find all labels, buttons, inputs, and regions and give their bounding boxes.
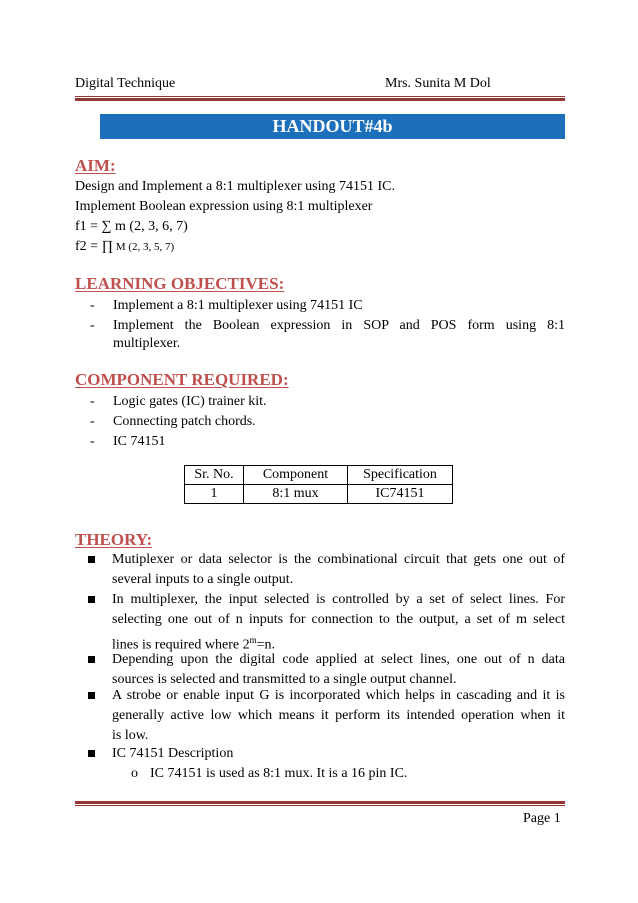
document-page: Digital Technique Mrs. Sunita M Dol HANDOUT#4b AIM: Design and Implement a 8:1 multiplexer using 74151 IC. Implement Boolean expression using 8:1 multiplexer f1 = ∑ m (2, 3, 6, 7) f2 = ∏ M (2, 3, 5, 7) LEARNING OBJECTIVES: - Implement a 8:1 multiplexer using 74151 IC - Implement the Boolean expression in SOP and POS form using 8:1 multiplexer. COMPONENT REQUIRED: - Logic gates (IC) trainer kit. - Connecting patch chords. - IC 74151 Sr. No. Component Specification 1 8:1 mux IC74151 THEORY: Mutiplexer or data selector is the combinational circuit that gets one out of several inputs to a single output. In multiplexer, the input selected is controlled by a set of select lines. For selecting one out of n inputs for connection to the output, a set of m select lines is required where $2^m=n$. Depending upon the digital code applied at select lines, one out of n data sources is selected and transmitted to a single output channel. A strobe or enable input G is incorporated which helps in cascading and it is generally active low which means it perform its intended operation when it is low. IC 74151 Description o IC 74151 is used as 8:1 mux. It is a 16 pin IC. Page 1: [75, 76, 565, 826]
header-author: Mrs. Sunita M Dol: [385, 76, 491, 91]
aim-line-3: f1 = ∑ m (2, 3, 6, 7): [75, 219, 188, 234]
footer-rule-thin: [75, 805, 565, 806]
square-bullet-icon: [88, 656, 95, 663]
square-bullet-icon: [88, 750, 95, 757]
aim-line-1: Design and Implement a 8:1 multiplexer using 74151 IC.: [75, 179, 396, 194]
aim-line-4: [75, 239, 174, 255]
table-cell: IC74151: [348, 485, 453, 504]
header-rule-thin: [75, 96, 565, 97]
table-cell: 1: [185, 485, 244, 504]
aim-f2-prefix: f2 = ∏: [75, 239, 114, 254]
header-subject: Digital Technique: [75, 76, 176, 91]
square-bullet-icon: [88, 596, 95, 603]
aim-heading: AIM:: [75, 156, 116, 175]
square-bullet-icon: [88, 692, 95, 699]
handout-banner: HANDOUT#4b: [100, 114, 565, 139]
table-header-row: [185, 466, 453, 485]
table-cell: 8:1 mux: [244, 485, 348, 504]
square-bullet-icon: [88, 556, 95, 563]
aim-f2-terms: M (2, 3, 5, 7): [113, 241, 175, 253]
page-number: Page 1: [523, 811, 561, 826]
circle-bullet-icon: o: [131, 766, 138, 781]
page-header: [75, 76, 565, 94]
footer-rule-thick: [75, 801, 565, 804]
table-header-cell: Specification: [348, 466, 453, 485]
header-rule-thick: [75, 98, 565, 101]
objectives-heading: LEARNING OBJECTIVES:: [75, 274, 285, 293]
components-heading: COMPONENT REQUIRED:: [75, 370, 289, 389]
table-header-cell: Sr. No.: [185, 466, 244, 485]
component-table: [184, 465, 453, 504]
table-row: [185, 485, 453, 504]
table-header-cell: Component: [244, 466, 348, 485]
aim-line-2: Implement Boolean expression using 8:1 multiplexer: [75, 199, 373, 214]
theory-heading: THEORY:: [75, 530, 153, 549]
